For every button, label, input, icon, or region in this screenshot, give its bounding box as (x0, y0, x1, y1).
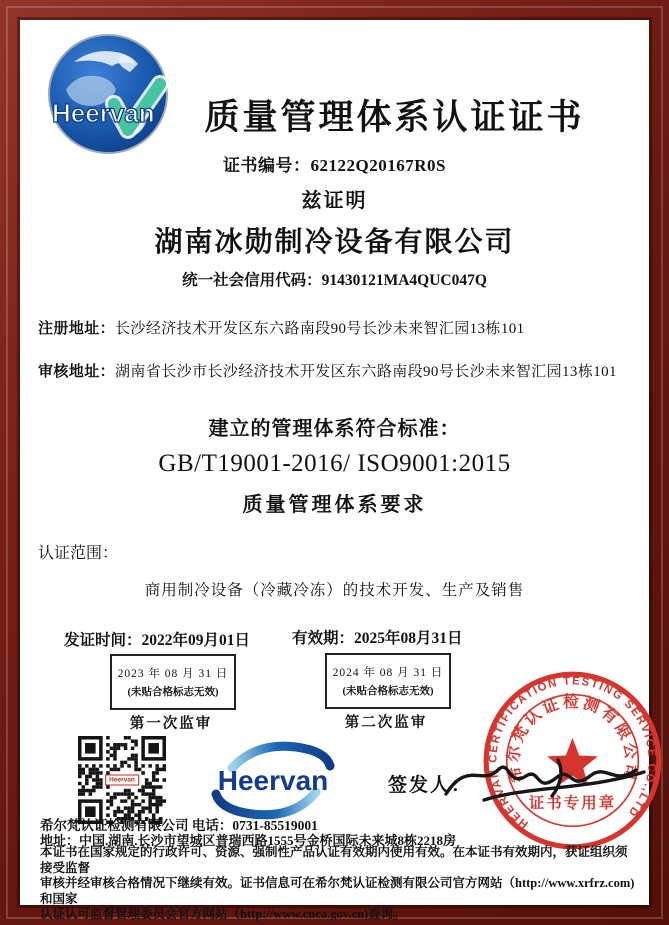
audit1-caption: 第一次监审 (129, 716, 213, 732)
seal-english-ring-text: HEERVAN CERTIFICATION TESTING SERVICE CO.,LTD (487, 675, 658, 830)
audit-address-line (38, 360, 617, 381)
issue-date-line (64, 628, 250, 650)
registered-address-line (38, 317, 525, 338)
company-name: 湖南冰勋制冷设备有限公司 (154, 227, 515, 258)
issue-date-value: 2022年09月01日 (141, 632, 251, 649)
disclaimer-block (40, 845, 635, 923)
credit-code-label: 统一社会信用代码： (182, 272, 322, 289)
qr-code (78, 736, 166, 824)
standard-code: GB/T19001-2016/ ISO9001:2015 (158, 450, 511, 477)
credit-code-line (0, 268, 669, 290)
standard-heading: 建立的管理体系符合标准： (208, 418, 461, 440)
registered-address-value: 长沙经济技术开发区东六路南段90号长沙未来智汇园13栋101 (115, 321, 525, 337)
audit-stamp-box-2 (325, 653, 451, 709)
credit-code-value: 91430121MA4QUC047Q (321, 272, 487, 289)
declare-text: 兹证明 (301, 190, 368, 212)
certificate-number-label: 证书编号： (223, 156, 311, 175)
audit1-note: (未贴合格标志无效) (127, 687, 219, 698)
audit-address-value: 湖南省长沙市长沙经济技术开发区东六路南段90号长沙未来智汇园13栋101 (115, 364, 617, 380)
issuer-contact-line: 希尔梵认证检测有限公司 电话：0731-85519001 (40, 818, 318, 833)
scope-label: 认证范围： (38, 545, 119, 562)
disclaimer-line: 认证认可监督管理委员会官方网站（http://www.cnca.gov.cn)查询。 (40, 907, 406, 921)
audit2-date: 2024 年 08 月 31 日 (332, 667, 444, 679)
valid-date-value: 2025年08月31日 (354, 630, 463, 647)
issue-date-label: 发证时间： (64, 632, 142, 649)
audit2-caption: 第二次监审 (344, 715, 428, 731)
certificate-title: 质量管理体系认证证书 (204, 98, 585, 137)
disclaimer-line: 审核并经审核合格情况下继续有效。证书信息可在希尔梵认证检测有限公司官方网站（http://www.xrfrz.com)和国家 (40, 876, 635, 906)
qr-center-logo: Heervan (105, 775, 139, 786)
signer-label: 签发人： (388, 775, 473, 796)
signature-ink-icon (438, 742, 658, 827)
seal-chinese-arc-text: 希尔梵认证检测有限公司 (505, 694, 640, 785)
audit1-date: 2023 年 08 月 31 日 (117, 668, 229, 680)
audit2-note: (未贴合格标志无效) (342, 686, 434, 697)
seal-center-text: 证书专用章 (528, 794, 617, 812)
audit-address-label: 审核地址： (38, 364, 116, 380)
globe-logo-wordmark: Heervan (52, 98, 155, 128)
audit-stamp-box-1 (110, 654, 236, 710)
valid-date-label: 有效期： (292, 630, 355, 647)
valid-date-line (292, 626, 463, 648)
certificate-number-value: 62122Q20167R0S (310, 156, 446, 175)
registered-address-label: 注册地址： (38, 321, 116, 337)
certificate-number-line (0, 151, 669, 176)
disclaimer-line: 本证书在国家规定的行政许可、资源、强制性产品认证有效期内使用有效。在本证书有效期内，获证组织须接受监督 (40, 845, 628, 875)
scope-text: 商用制冷设备（冷藏冷冻）的技术开发、生产及销售 (144, 582, 525, 599)
issuer-address-line: 地址：中国.湖南.长沙市望城区普瑞西路1555号金桥国际未来城8栋2218房 (40, 833, 457, 848)
swoosh-logo-wordmark: Heervan (217, 765, 329, 796)
standard-name: 质量管理体系要求 (242, 494, 427, 516)
